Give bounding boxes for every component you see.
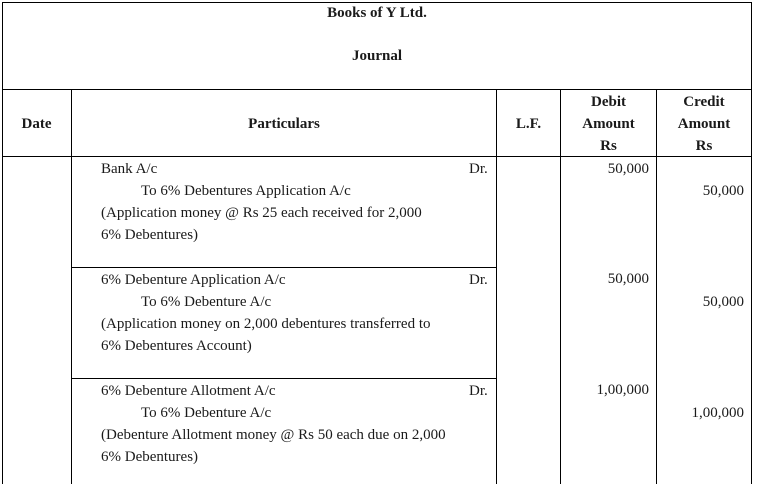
header-particulars: Particulars [248, 116, 320, 132]
book-title: Books of Y Ltd. [327, 5, 427, 21]
entry-1-dr: Dr. [469, 161, 488, 177]
journal-title: Journal [351, 48, 402, 64]
entry-3-narration-line1: (Debenture Allotment money @ Rs 50 each due on 2,000 [101, 427, 446, 443]
entry-separator-1 [71, 267, 497, 268]
header-debit-line2: Amount [582, 116, 635, 132]
entry-3-debit-amount: 1,00,000 [596, 382, 649, 398]
entry-3-debit-account: 6% Debenture Allotment A/c [101, 383, 276, 399]
entry-1-narration-line2: 6% Debentures) [101, 227, 199, 243]
entry-3-credit-account: To 6% Debenture A/c [141, 405, 272, 421]
entry-1-debit-account: Bank A/c [101, 161, 158, 177]
entry-1-credit-account: To 6% Debentures Application A/c [141, 183, 351, 199]
entry-2-debit-account: 6% Debenture Application A/c [101, 272, 286, 288]
entry-1-credit-amount: 50,000 [702, 183, 744, 199]
entry-2-narration-line1: (Application money on 2,000 debentures transferred to [101, 316, 431, 332]
header-credit-line2: Amount [677, 116, 731, 132]
entry-3-dr: Dr. [469, 383, 488, 399]
col-divider-particulars [496, 89, 497, 484]
header-credit-line1: Credit [683, 94, 725, 110]
left-border [2, 2, 3, 484]
header-date: Date [21, 116, 52, 132]
entry-separator-2 [71, 378, 497, 379]
header-debit-line1: Debit [591, 94, 626, 110]
entry-2-dr: Dr. [469, 272, 488, 288]
right-border [751, 2, 752, 484]
entry-3-credit-amount: 1,00,000 [691, 405, 744, 421]
title-bottom-border [2, 89, 752, 90]
header-debit-line3: Rs [600, 138, 617, 154]
header-credit-line3: Rs [695, 138, 713, 154]
entry-1-debit-amount: 50,000 [607, 161, 649, 177]
entry-2-narration-line2: 6% Debentures Account) [101, 338, 252, 354]
col-divider-date [71, 89, 72, 484]
entry-2-debit-amount: 50,000 [607, 271, 649, 287]
entry-2-credit-amount: 50,000 [702, 294, 744, 310]
entry-3-narration-line2: 6% Debentures) [101, 449, 199, 465]
header-lf: L.F. [515, 116, 542, 132]
entry-2-credit-account: To 6% Debenture A/c [141, 294, 272, 310]
entry-1-narration-line1: (Application money @ Rs 25 each received for 2,000 [101, 205, 422, 221]
